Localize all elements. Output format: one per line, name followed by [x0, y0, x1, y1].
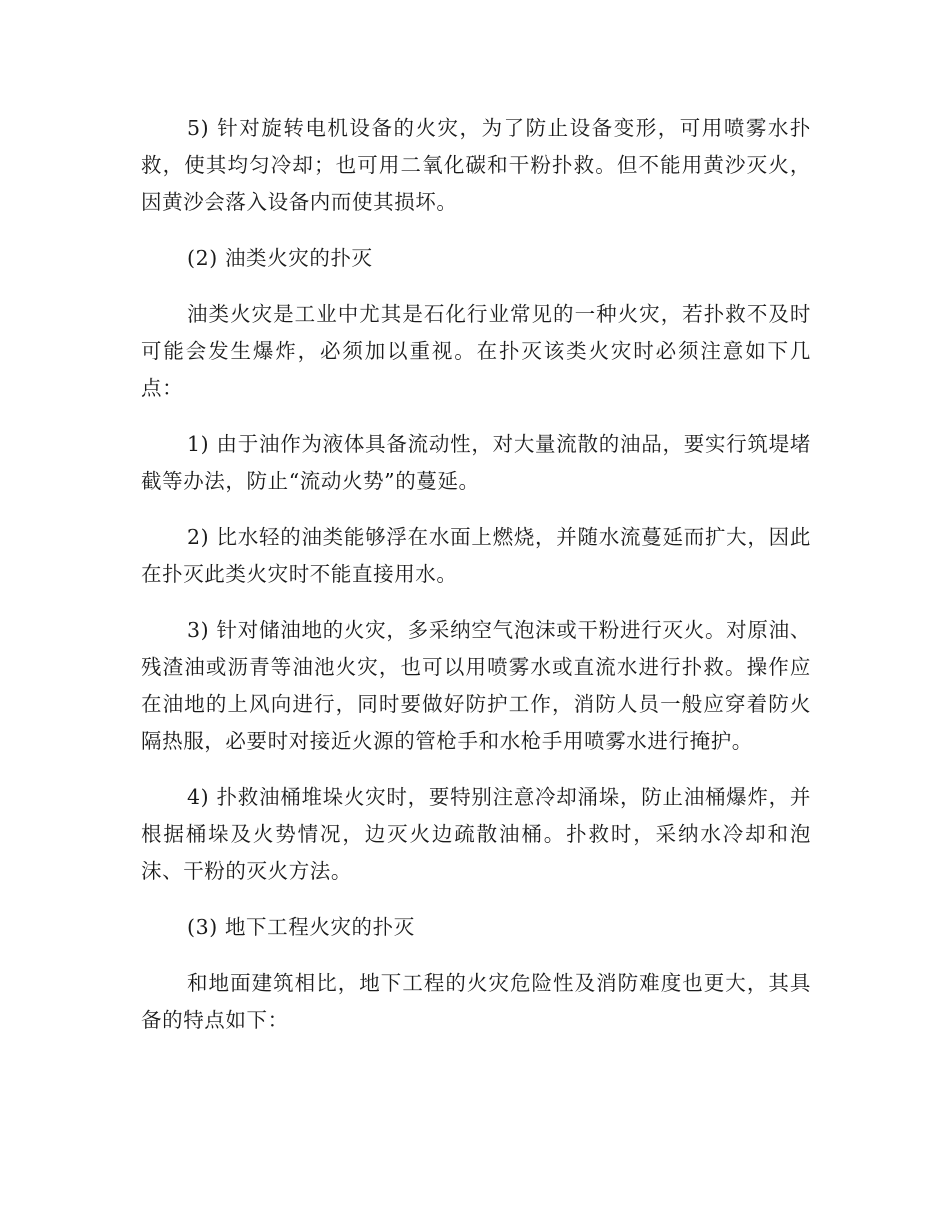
paragraph-oil-fire-intro: 油类火灾是工业中尤其是石化行业常见的一种火灾，若扑救不及时可能会发生爆炸，必须加以重视。在扑灭该类火灾时必须注意如下几点： [141, 302, 811, 400]
paragraph-underground-intro: 和地面建筑相比，地下工程的火灾危险性及消防难度也更大，其具备的特点如下： [141, 971, 811, 1032]
section-heading-underground-fire: (3) 地下工程火灾的扑灭 [187, 915, 415, 939]
document-body [141, 110, 811, 1058]
paragraph-rotating-motor: 5) 针对旋转电机设备的火灾，为了防止设备变形，可用喷雾水扑救，使其均匀冷却；也可用二氧化碳和干粉扑救。但不能用黄沙灭火，因黄沙会落入设备内而使其损坏。 [141, 116, 811, 214]
paragraph-oil-point-1: 1) 由于油作为液体具备流动性，对大量流散的油品，要实行筑堤堵截等办法，防止“流动火势”的蔓延。 [141, 432, 811, 493]
paragraph-oil-point-4: 4) 扑救油桶堆垛火灾时，要特别注意冷却涌垛，防止油桶爆炸，并根据桶垛及火势情况，边灭火边疏散油桶。扑救时，采纳水冷却和泡沫、干粉的灭火方法。 [141, 785, 811, 883]
paragraph-oil-point-2: 2) 比水轻的油类能够浮在水面上燃烧，并随水流蔓延而扩大，因此在扑灭此类火灾时不能直接用水。 [141, 525, 811, 586]
section-heading-oil-fire: (2) 油类火灾的扑灭 [187, 246, 373, 270]
paragraph-oil-point-3: 3) 针对储油地的火灾，多采纳空气泡沫或干粉进行灭火。对原油、残渣油或沥青等油池火灾，也可以用喷雾水或直流水进行扑救。操作应在油地的上风向进行，同时要做好防护工作，消防人员一般应穿着防火隔热服，必要时对接近火源的管枪手和水枪手用喷雾水进行掩护。 [141, 618, 811, 753]
